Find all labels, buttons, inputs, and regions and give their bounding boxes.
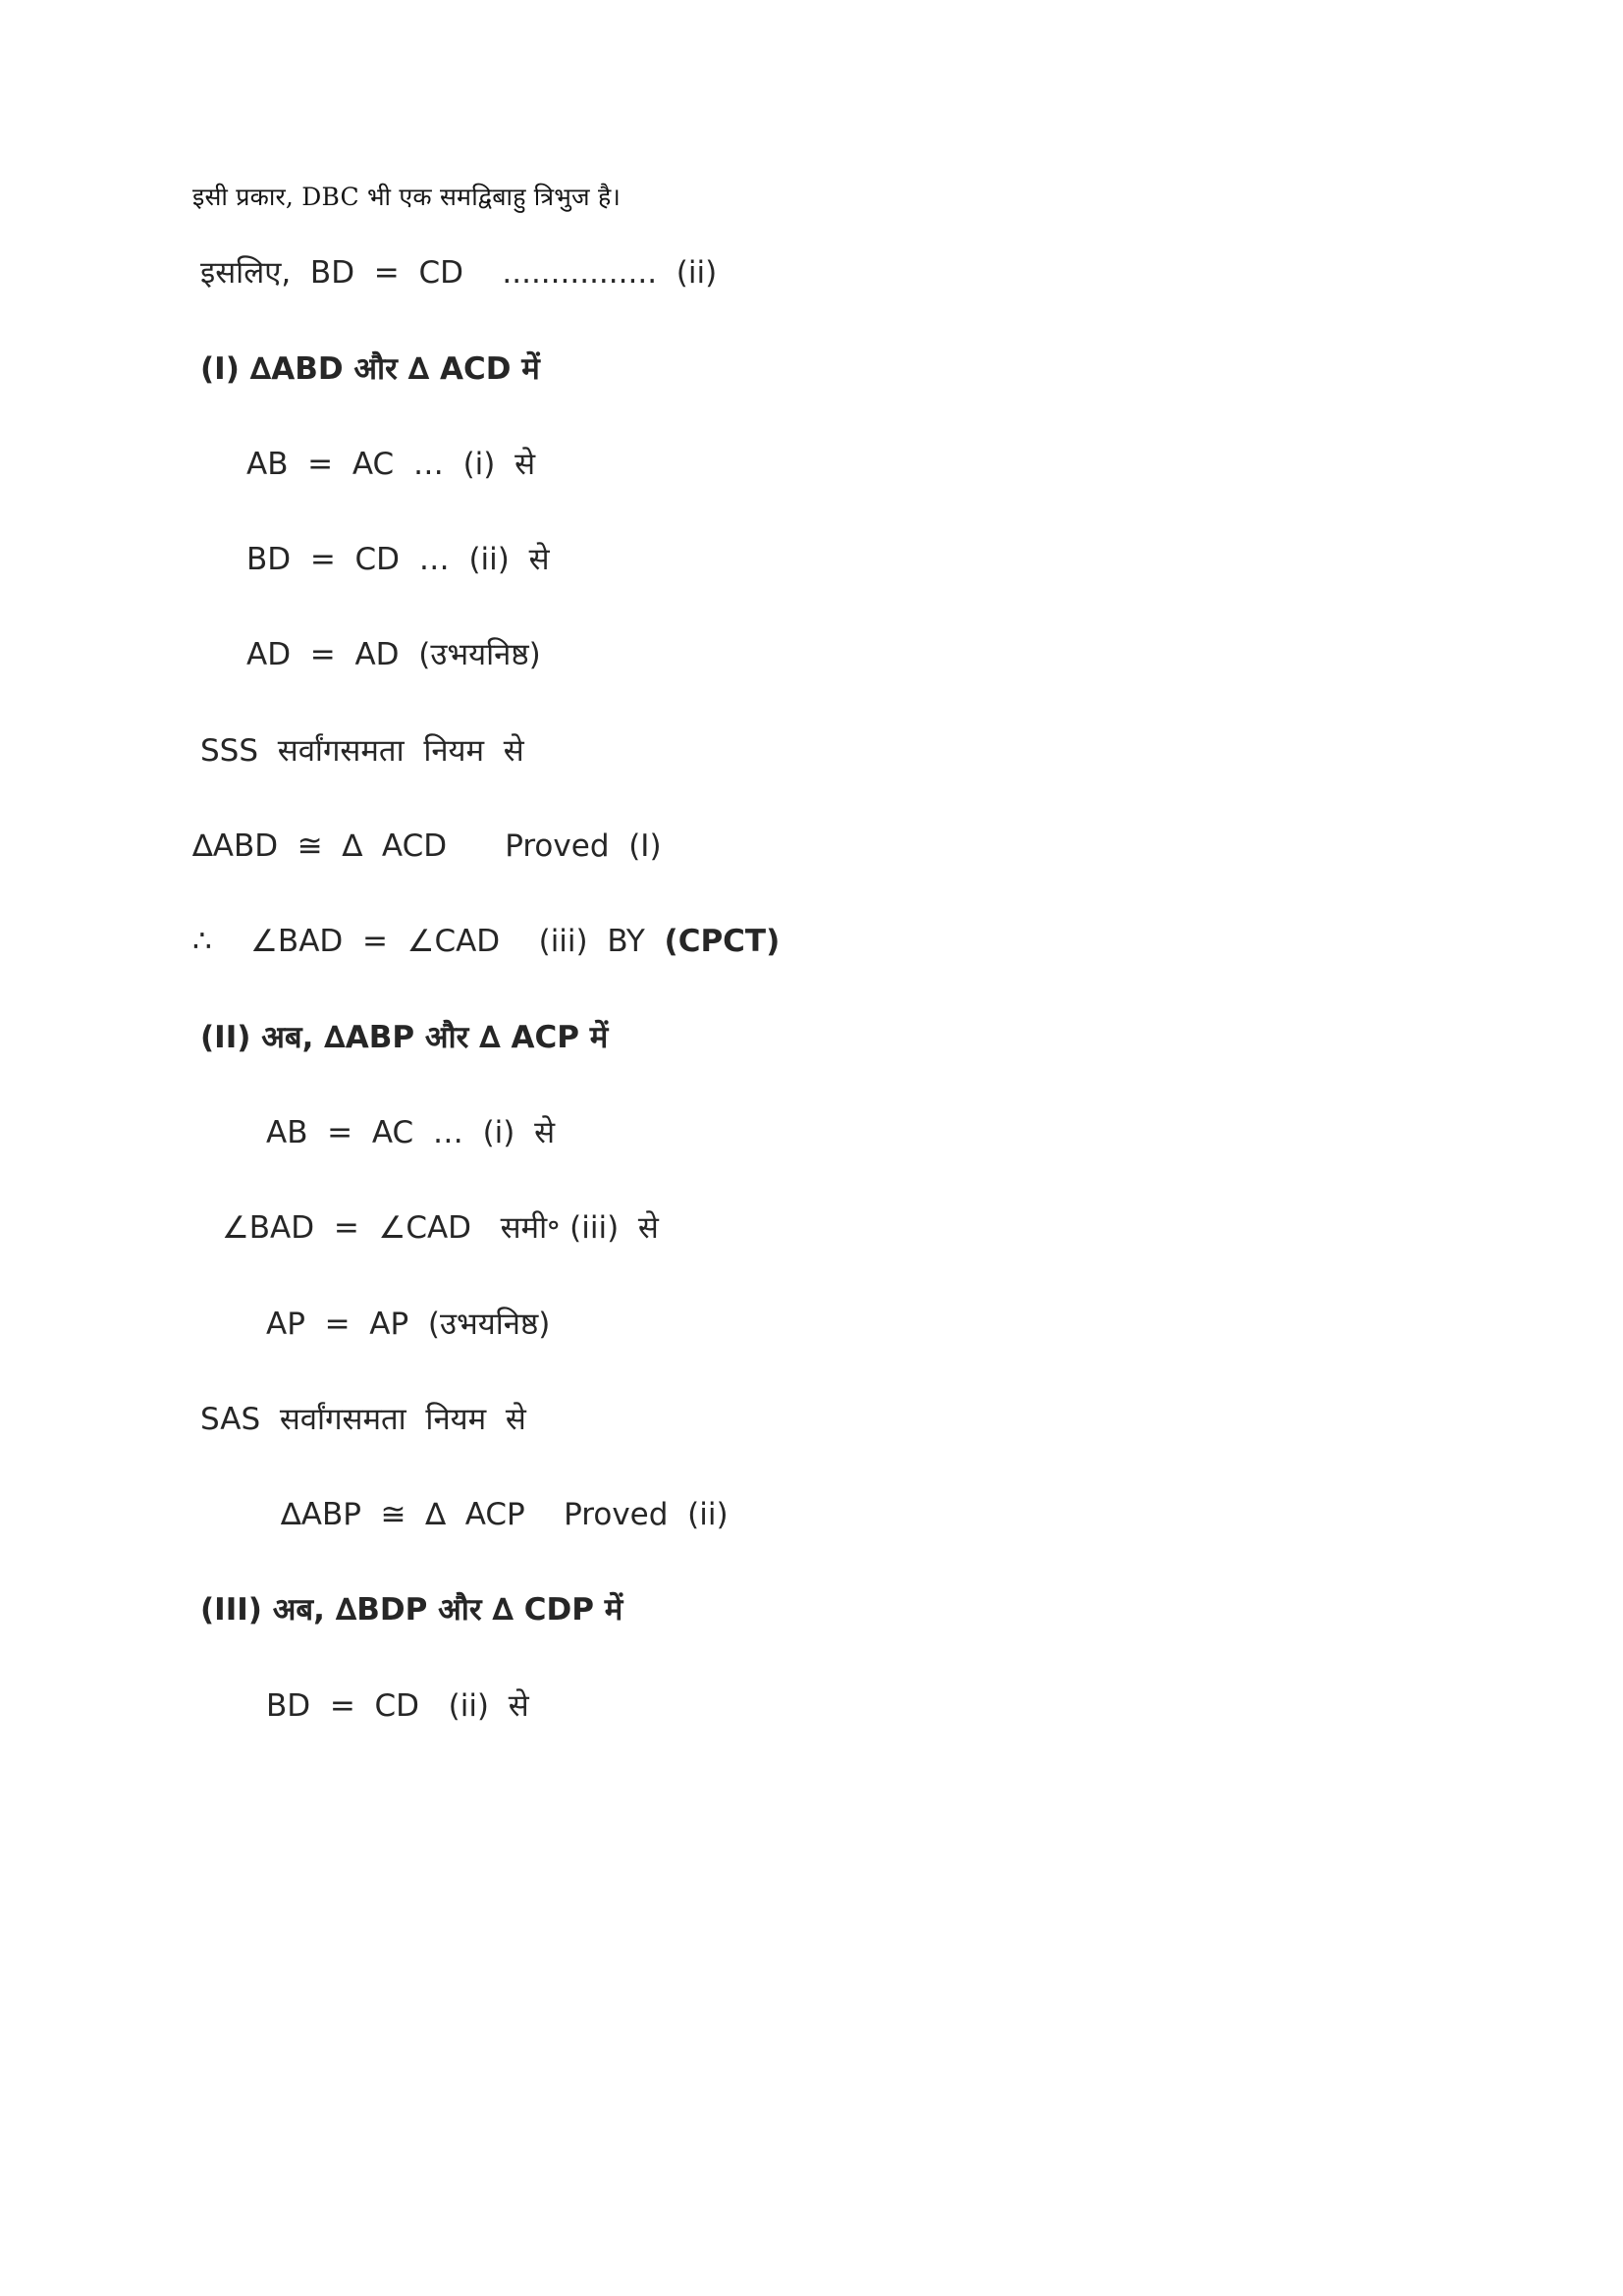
line-sss-rule: SSS सर्वांगसमता नियम से bbox=[200, 732, 524, 769]
line-angle-bad-cad-iii: ∠BAD = ∠CAD समी॰ (iii) से bbox=[222, 1210, 659, 1247]
line-bd-cd-from-ii: BD = CD … (ii) से bbox=[246, 542, 550, 578]
line-bd-cd-ii-3: BD = CD (ii) से bbox=[266, 1687, 529, 1724]
line-ab-ac-i: AB = AC … (i) से bbox=[246, 446, 536, 482]
line-ab-ac-i-2: AB = AC … (i) से bbox=[266, 1114, 556, 1150]
line-angle-bad-cad-cpct: ∴ ∠BAD = ∠CAD (iii) BY (CPCT) bbox=[192, 924, 781, 960]
intro-line: इसी प्रकार, DBC भी एक समद्विबाहु त्रिभुज है। bbox=[192, 183, 622, 211]
line-part-2-heading: (II) अब, ∆ABP और ∆ ACP में bbox=[200, 1019, 609, 1055]
line-ap-ap-common: AP = AP (उभयनिष्ठ) bbox=[266, 1306, 551, 1342]
line-part-3-heading: (III) अब, ∆BDP और ∆ CDP में bbox=[200, 1592, 623, 1629]
line-part-1-heading: (I) ∆ABD और ∆ ACD में bbox=[200, 350, 540, 387]
line-sas-rule: SAS सर्वांगसमता नियम से bbox=[200, 1401, 526, 1437]
line-abd-cong-acd: ∆ABD ≅ ∆ ACD Proved (I) bbox=[192, 828, 662, 865]
line-bd-cd-ii: इसलिए, BD = CD ................ (ii) bbox=[200, 255, 718, 292]
line-ad-ad-common: AD = AD (उभयनिष्ठ) bbox=[246, 637, 541, 673]
line-abp-cong-acp: ∆ABP ≅ ∆ ACP Proved (ii) bbox=[281, 1497, 729, 1533]
document-body bbox=[192, 182, 1371, 1782]
